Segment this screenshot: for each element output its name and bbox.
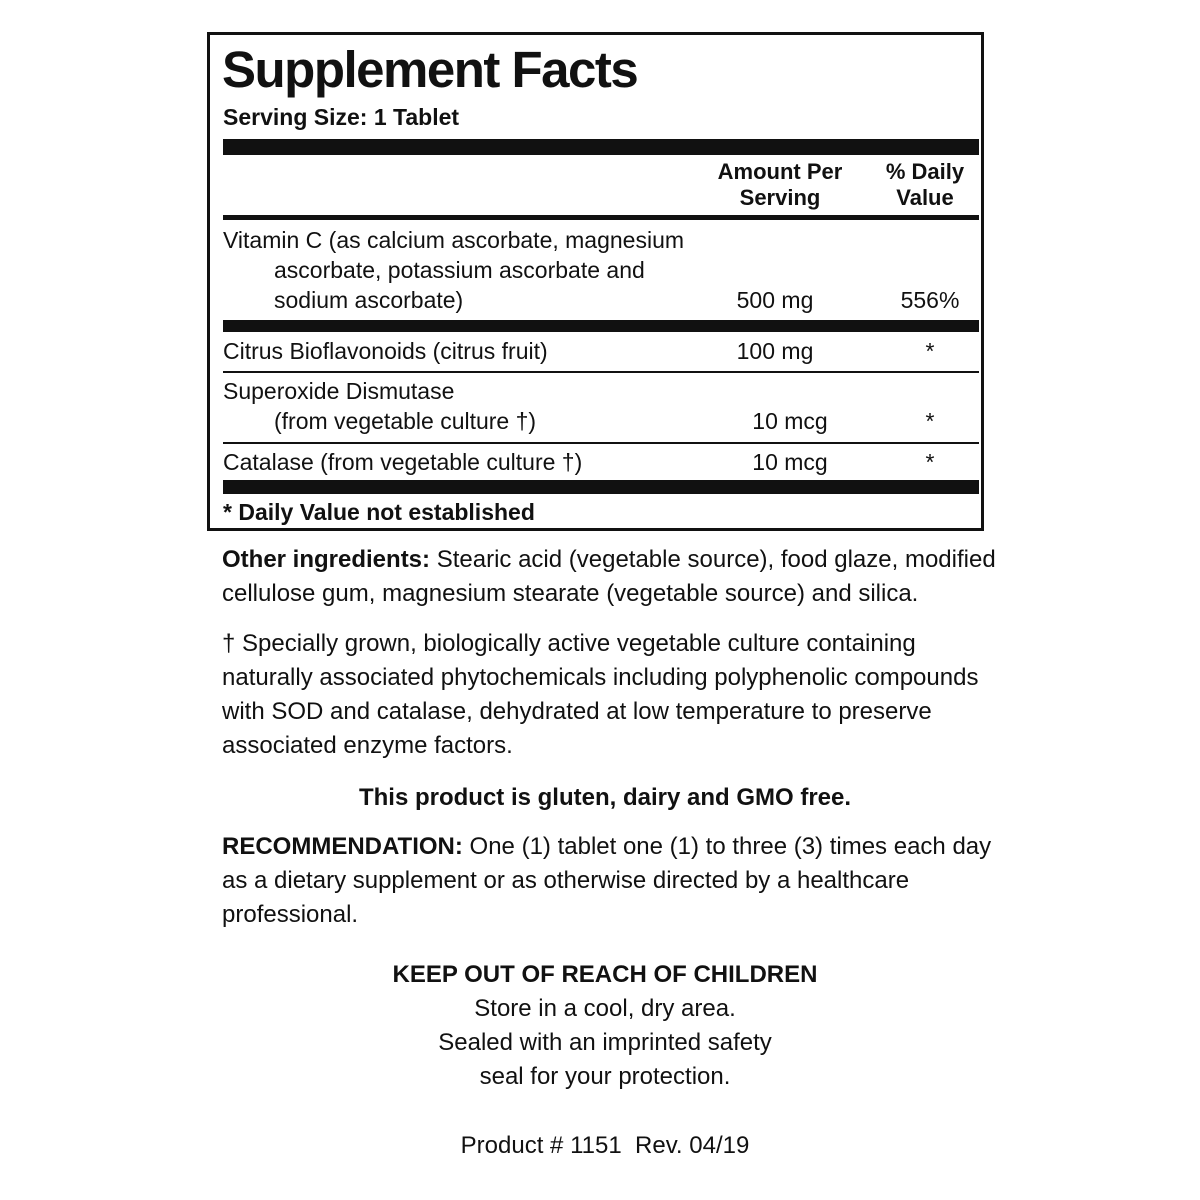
warning-line: seal for your protection. bbox=[479, 1063, 731, 1090]
dv-header-line-2: Value bbox=[896, 185, 954, 210]
amount-header-line-1: Amount Per bbox=[717, 159, 843, 184]
nutrient-dv: 556% bbox=[900, 287, 960, 313]
nutrient-dv: * bbox=[925, 408, 935, 434]
nutrient-name-line: (from vegetable culture †) bbox=[274, 408, 537, 434]
recommendation bbox=[222, 830, 997, 932]
other-ingredients-text: Stearic acid (vegetable source), food glaze, modified cellulose gum, magnesium stearate (vegetable source) and silica. bbox=[222, 546, 996, 607]
nutrient-dv: * bbox=[925, 338, 935, 364]
nutrient-amount: 10 mcg bbox=[752, 449, 828, 475]
row-divider bbox=[223, 442, 979, 444]
amount-column-header bbox=[700, 159, 860, 211]
header-divider bbox=[223, 215, 979, 220]
nutrient-amount: 10 mcg bbox=[752, 408, 828, 434]
nutrient-name-line: sodium ascorbate) bbox=[274, 287, 464, 313]
row-divider bbox=[223, 371, 979, 373]
warning-line: Sealed with an imprinted safety bbox=[438, 1029, 772, 1056]
other-ingredients-label: Other ingredients: bbox=[222, 546, 431, 573]
nutrient-name-line: Catalase (from vegetable culture †) bbox=[223, 449, 583, 475]
dagger-note: † Specially grown, biologically active vegetable culture containing naturally associated phytochemicals including polyphenolic compounds with SOD and catalase, dehydrated at low temperature to preserve associated enzyme factors. bbox=[222, 630, 979, 759]
panel-title: Supplement Facts bbox=[222, 41, 638, 98]
nutrient-dv: * bbox=[925, 449, 935, 475]
nutrient-amount: 100 mg bbox=[736, 338, 814, 364]
product-number: Product # 1151 Rev. 04/19 bbox=[460, 1132, 750, 1159]
nutrient-amount: 500 mg bbox=[736, 287, 814, 313]
nutrient-name-line: Citrus Bioflavonoids (citrus fruit) bbox=[223, 338, 548, 364]
daily-value-footnote: * Daily Value not established bbox=[223, 499, 535, 525]
nutrient-name-line: Vitamin C (as calcium ascorbate, magnesium bbox=[223, 227, 685, 253]
supplement-facts-panel bbox=[207, 32, 984, 531]
serving-size: Serving Size: 1 Tablet bbox=[223, 104, 460, 130]
recommendation-text: One (1) tablet one (1) to three (3) times each day as a dietary supplement or as otherwise directed by a healthcare professional. bbox=[222, 833, 992, 928]
warning-title: KEEP OUT OF REACH OF CHILDREN bbox=[392, 961, 818, 988]
nutrient-name-line: Superoxide Dismutase bbox=[223, 378, 455, 404]
dv-column-header bbox=[870, 159, 980, 211]
nutrient-name-line: ascorbate, potassium ascorbate and bbox=[274, 257, 645, 283]
allergen-free-statement: This product is gluten, dairy and GMO free. bbox=[358, 784, 852, 811]
warning-line: Store in a cool, dry area. bbox=[474, 995, 736, 1022]
thick-divider-top bbox=[223, 139, 979, 155]
amount-header-line-2: Serving bbox=[739, 185, 821, 210]
thick-divider-bottom bbox=[223, 480, 979, 494]
thick-divider-mid bbox=[223, 320, 979, 332]
recommendation-label: RECOMMENDATION: bbox=[222, 833, 463, 860]
storage-warning bbox=[305, 958, 905, 1094]
other-ingredients bbox=[222, 543, 997, 611]
dv-header-line-1: % Daily bbox=[885, 159, 965, 184]
